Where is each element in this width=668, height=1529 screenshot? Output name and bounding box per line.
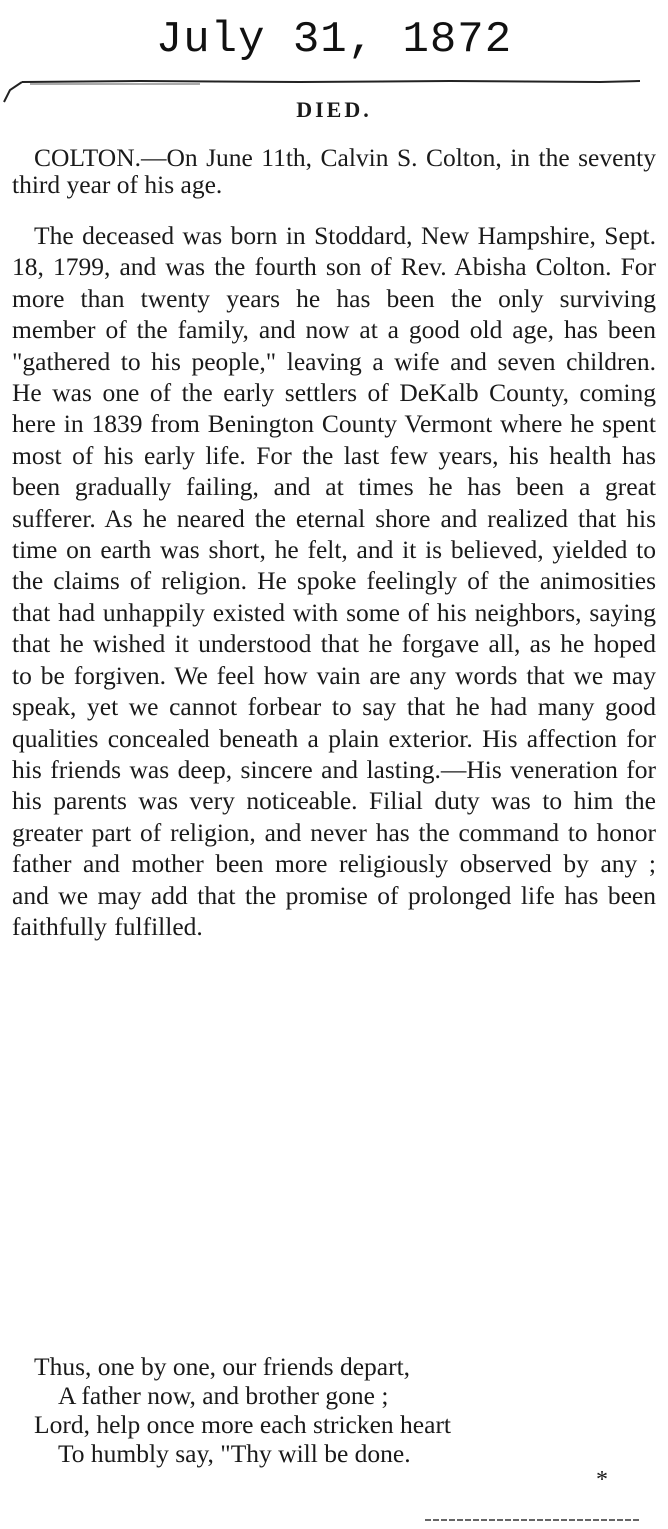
obituary-intro: COLTON.—On June 11th, Calvin S. Colton, in the seventy third year of his age. xyxy=(12,143,656,199)
verse-line: A father now, and brother gone ; xyxy=(58,1381,389,1410)
signature-mark: * xyxy=(596,1467,608,1493)
section-heading: DIED. xyxy=(296,97,372,122)
obituary-body: The deceased was born in Stoddard, New Hampshire, Sept. 18, 1799, and was the fourth son of Rev. Abisha Colton. For more than twenty years he has been the only surviving member of the family, and now at a good old age, has been "gathered to his people," leaving a wife and seven children. He was one of the early settlers of DeKalb County, coming here in 1839 from Benington County Vermont where he spent most of his early life. For the last few years, his health has been gradually failing, and at times he has been a great sufferer. As he neared the eternal shore and realized that his time on earth was short, he felt, and it is believed, yielded to the claims of religion. He spoke feelingly of the animosities that had unhappily existed with some of his neighbors, saying that he wished it understood that he forgave all, as he hoped to be forgiven. We feel how vain are any words that we may speak, yet we cannot forbear to say that he had many good qualities concealed beneath a plain exterior. His affection for his friends was deep, sincere and lasting.—His veneration for his parents was very noticeable. Filial duty was to him the greater part of religion, and never has the command to honor father and mother been more religiously observed by any ; and we may add that the promise of prolonged life has been faithfully fulfilled. xyxy=(12,221,656,941)
verse-line: Thus, one by one, our friends depart, xyxy=(34,1352,411,1381)
memorial-verse xyxy=(12,1352,656,1468)
date-header: July 31, 1872 xyxy=(155,15,513,65)
footer-rule xyxy=(0,1500,668,1529)
verse-line: To humbly say, "Thy will be done. xyxy=(58,1439,411,1468)
verse-line: Lord, help once more each stricken heart xyxy=(34,1410,452,1439)
